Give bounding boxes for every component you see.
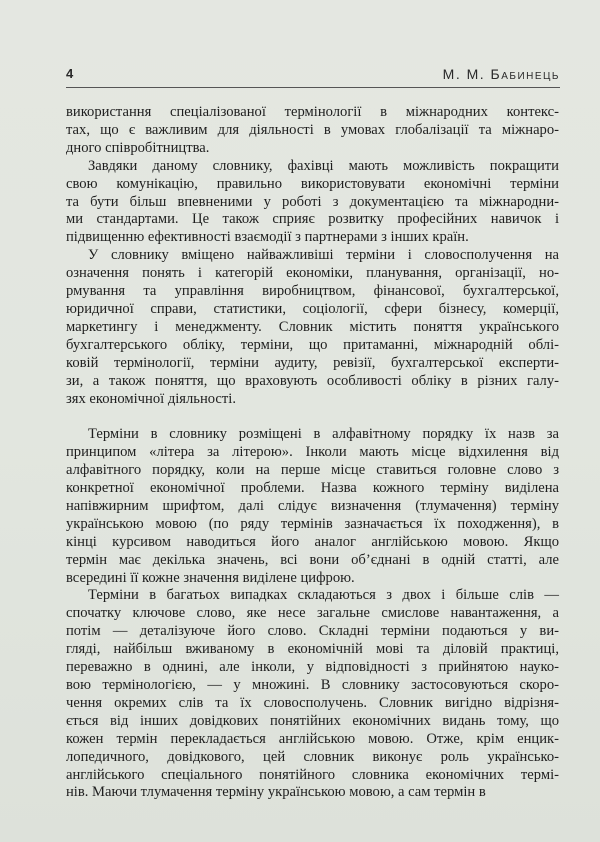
paragraph — [66, 426, 559, 587]
text-line: напівжирним шрифтом, далі слідує визначення (тлумачення) терміну — [66, 497, 559, 514]
text-line: кінці курсивом наводиться його аналог англійською мовою. Якщо — [66, 533, 559, 550]
paragraph — [66, 247, 559, 408]
text-line: У словнику вміщено найважливіші терміни і словосполучення на — [88, 247, 559, 264]
text-line: потім — деталізуюче його слово. Складні терміни подаються у ви- — [66, 623, 559, 640]
text-line: лопедичного, довідкового, цей словник виконує роль українсько- — [66, 748, 559, 765]
paragraph-gap — [66, 408, 559, 426]
text-line: підвищенню ефективності взаємодії з партнерами з інших країн. — [66, 229, 469, 246]
running-header — [66, 66, 560, 86]
text-line: конкретної економічної проблеми. Назва кожного терміну виділена — [66, 480, 559, 497]
text-line: рмування та управління виробництвом, фінансової, бухгалтерської, — [66, 283, 559, 300]
text-line: використання спеціалізованої термінології в міжнародних контекс- — [66, 104, 559, 120]
text-line: зи, а також поняття, що враховують особливості обліку в різних галу- — [66, 372, 559, 389]
text-line: кожен термін перекладається англійською мовою. Отже, крім енцик- — [66, 730, 559, 747]
text-line: юридичної справи, статистики, соціології, сфери бізнесу, комерції, — [66, 300, 559, 317]
header-rule — [66, 87, 560, 88]
text-line: нів. Маючи тлумачення терміну українською мовою, а сам термін в — [66, 784, 486, 801]
text-line: ми стандартами. Це також сприяє розвитку професійних навичок і — [66, 211, 559, 228]
text-line: термін має декілька значень, всі вони об’єднані в одній статті, але — [66, 551, 559, 568]
paragraph — [66, 104, 559, 158]
text-line: переважно в однині, але інколи, у відповідності з прийнятою науко- — [66, 659, 559, 676]
text-line: англійського спеціального понятійного словника економічних термі- — [66, 766, 559, 783]
text-line: чення окремих слів та їх словосполучень. Словник вигідно відрізня- — [66, 694, 559, 711]
paragraph — [66, 158, 559, 248]
body-text — [66, 104, 559, 802]
text-line: бухгалтерського обліку, терміни, що притаманні, міжнародній облі- — [66, 336, 559, 353]
text-line: зях економічної діяльності. — [66, 390, 236, 407]
text-line: маркетингу і менеджменту. Словник містить поняття українського — [66, 318, 559, 335]
text-line: українською мовою (по ряду термінів зазначається їх походження), в — [66, 515, 559, 532]
text-line: вою термінологією, — у множині. В словнику застосовуються скоро- — [66, 676, 559, 693]
page-number: 4 — [66, 66, 74, 81]
text-line: ковій термінології, терміни аудиту, ревізії, бухгалтерської експерти- — [66, 354, 559, 371]
text-line: всередині її кожне значення виділене цифрою. — [66, 569, 355, 586]
text-line: спочатку ключове слово, яке несе загальне смислове навантаження, а — [66, 605, 559, 622]
text-line: гляді, найбільш вживаному в економічній мові та діловій практиці, — [66, 641, 559, 658]
text-line: алфавітного порядку, коли на перше місце ставиться головне слово з — [66, 462, 559, 479]
text-line: свою комунікацію, правильно використовувати економічні терміни — [66, 175, 559, 192]
text-line: принципом «літера за літерою». Інколи мають місце відхилення від — [66, 444, 559, 461]
text-line: дного співробітництва. — [66, 139, 210, 156]
text-line: та бути більш впевненими у роботі з документацією та міжнародни- — [66, 193, 559, 210]
text-line: Терміни в словнику розміщені в алфавітному порядку їх назв за — [88, 426, 559, 443]
paragraph — [66, 587, 559, 802]
text-line: Завдяки даному словнику, фахівці мають можливість покращити — [88, 157, 559, 174]
text-line: Терміни в багатьох випадках складаються з двох і більше слів — — [88, 587, 559, 604]
text-line: ється від інших довідкових понятійних економічних видань тому, що — [66, 712, 559, 729]
text-line: означення понять і категорій економіки, планування, організації, но- — [66, 265, 559, 282]
text-line: тах, що є важливим для діяльності в умовах глобалізації та міжнаро- — [66, 121, 559, 138]
author-name: М. М. Бабинець — [442, 66, 560, 82]
